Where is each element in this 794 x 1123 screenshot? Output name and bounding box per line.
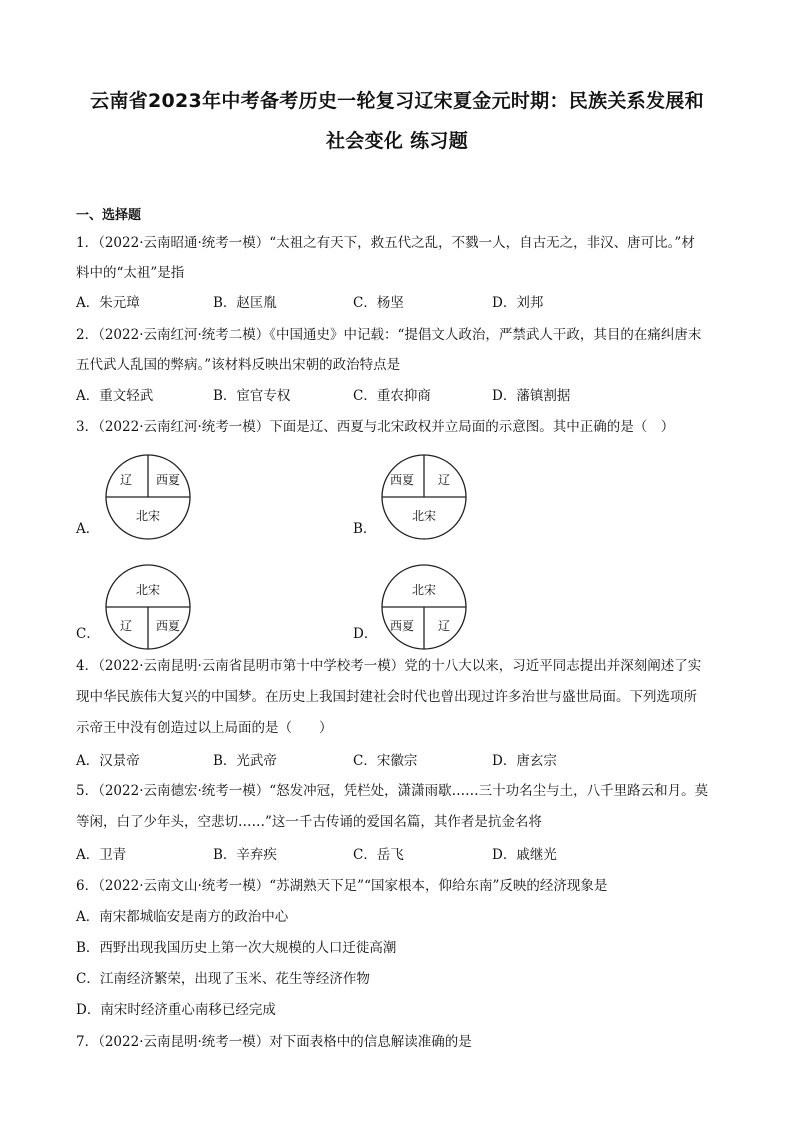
q3-c-bottom-right: 西夏: [155, 619, 180, 633]
q3-option-a-diagram[interactable]: [104, 453, 192, 541]
document-title-line-2: 社会变化 练习题: [325, 130, 468, 152]
q1-stem-line-1: 1．（2022·云南昭通·统考一模）“太祖之有天下，救五代之乱，不戮一人，自古无之，非汉、唐可比。”材: [76, 235, 695, 251]
q5-option-b[interactable]: B．辛弃疾: [213, 847, 277, 863]
q1-option-a[interactable]: A．朱元璋: [76, 295, 140, 311]
q3-option-c-circle: [104, 563, 192, 651]
q3-a-top-left: 辽: [119, 473, 132, 487]
q2-option-d[interactable]: D．藩镇割据: [492, 388, 571, 404]
q3-d-bottom-right: 辽: [437, 619, 450, 633]
q3-b-bottom: 北宋: [411, 509, 436, 523]
q1-option-d[interactable]: D．刘邦: [492, 295, 544, 311]
q2-stem-line-2: 五代武人乱国的弊病。”该材料反映出宋朝的政治特点是: [76, 357, 401, 373]
q4-option-b[interactable]: B．光武帝: [213, 753, 277, 769]
q6-option-b[interactable]: B．西野出现我国历史上第一次大规模的人口迁徙高潮: [76, 940, 397, 956]
q3-option-a-label[interactable]: A．: [76, 521, 100, 537]
q4-option-c[interactable]: C．宋徽宗: [353, 753, 418, 769]
q5-stem-line-1: 5．（2022·云南德宏·统考一模）“怒发冲冠，凭栏处，潇潇雨歇……三十功名尘与土，八千里路云和月。莫: [76, 783, 709, 799]
q7-stem-line-1: 7．（2022·云南昆明·统考一模）对下面表格中的信息解读准确的是: [76, 1034, 472, 1050]
q2-stem-line-1: 2．（2022·云南红河·统考二模）《中国通史》中记载：“提倡文人政治，严禁武人干政，其目的在痛纠唐末: [76, 327, 702, 343]
q2-option-b[interactable]: B．宦官专权: [213, 388, 291, 404]
q3-d-bottom-left: 西夏: [389, 619, 414, 633]
q3-b-top-left: 西夏: [389, 473, 414, 487]
q5-option-a[interactable]: A．卫青: [76, 847, 127, 863]
q2-options: [76, 384, 720, 404]
q6-option-d[interactable]: D．南宋时经济重心南移已经完成: [76, 1002, 276, 1018]
q3-option-a-circle: [104, 453, 192, 541]
q3-a-top-right: 西夏: [155, 473, 180, 487]
q4-stem-line-1: 4．（2022·云南昆明·云南省昆明市第十中学校考一模）党的十八大以来，习近平同志提出并深刻阐述了实: [76, 658, 702, 674]
q3-a-bottom: 北宋: [135, 509, 160, 523]
q4-stem-line-2: 现中华民族伟大复兴的中国梦。在历史上我国封建社会时代也曾出现过许多治世与盛世局面。下列选项所: [76, 689, 697, 705]
q3-option-b-diagram[interactable]: [380, 453, 468, 541]
q3-option-c-diagram[interactable]: [104, 563, 192, 651]
q4-stem-line-3: 示帝王中没有创造过以上局面的是（ ）: [76, 720, 333, 736]
q1-options: [76, 291, 720, 311]
q4-option-a[interactable]: A．汉景帝: [76, 753, 140, 769]
q1-option-b[interactable]: B．赵匡胤: [213, 295, 277, 311]
q3-option-d-diagram[interactable]: [380, 563, 468, 651]
q6-option-a[interactable]: A．南宋都城临安是南方的政治中心: [76, 909, 289, 925]
q5-option-c[interactable]: C．岳飞: [353, 847, 404, 863]
q2-option-a[interactable]: A．重文轻武: [76, 388, 154, 404]
q3-d-top: 北宋: [411, 583, 436, 597]
q6-option-c[interactable]: C．江南经济繁荣，出现了玉米、花生等经济作物: [76, 971, 370, 987]
section-heading: 一、选择题: [76, 208, 142, 223]
q5-options: [76, 843, 720, 863]
q6-stem-line-1: 6．（2022·云南文山·统考一模）“苏湖熟天下足”“国家根本，仰给东南”反映的经济现象是: [76, 878, 608, 894]
q3-c-bottom-left: 辽: [119, 619, 132, 633]
document-title-line-1: 云南省2023年中考备考历史一轮复习辽宋夏金元时期：民族关系发展和: [90, 90, 704, 112]
q3-stem-line-1: 3．（2022·云南红河·统考一模）下面是辽、西夏与北宋政权并立局面的示意图。其中正确的是（ ）: [76, 419, 675, 435]
q3-option-b-circle: [380, 453, 468, 541]
q3-option-b-label[interactable]: B．: [353, 521, 377, 537]
q4-options: [76, 749, 720, 769]
q1-stem-line-2: 料中的“太祖”是指: [76, 265, 185, 281]
q2-option-c[interactable]: C．重农抑商: [353, 388, 431, 404]
q5-option-d[interactable]: D．戚继光: [492, 847, 557, 863]
q3-c-top: 北宋: [135, 583, 160, 597]
q3-b-top-right: 辽: [437, 473, 450, 487]
q5-stem-line-2: 等闲，白了少年头，空悲切……”这一千古传诵的爱国名篇，其作者是抗金名将: [76, 814, 542, 830]
q3-option-d-label[interactable]: D．: [353, 626, 378, 642]
q1-option-c[interactable]: C．杨坚: [353, 295, 404, 311]
q4-option-d[interactable]: D．唐玄宗: [492, 753, 557, 769]
q3-option-d-circle: [380, 563, 468, 651]
q3-option-c-label[interactable]: C．: [76, 626, 100, 642]
